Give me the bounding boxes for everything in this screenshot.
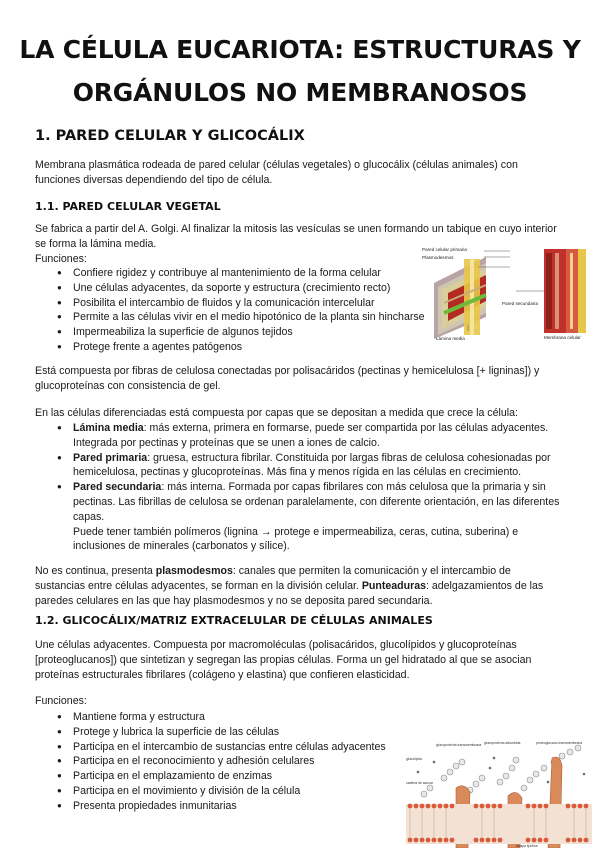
list-item: ● Participa en el emplazamiento de enzimas [35,769,415,784]
layer-term: Pared secundaria [73,481,162,494]
layer-text: : más externa, primera en formarse, puede ser compartida por las células adyacentes. Integrada por pectinas y proteínas que se unen a iones de calcio. [73,422,549,449]
layer-text: : gruesa, estructura fibrilar. Constituida por largas fibras de celulosa cohesionadas por hemicelulosa, pectinas y glucoproteínas. Más fina y menos rígida en las células en crecimiento. [73,451,551,479]
glycocalyx-functions-list [35,710,415,814]
figure-label: cadena de azúcar [406,781,433,785]
list-item: ● Protege frente a agentes patógenos [35,340,455,355]
list-item [35,421,563,451]
glycocalyx-figure [404,738,596,848]
figure-label: bicapa lipídica [516,844,538,848]
list-item: ● Mantiene forma y estructura [35,710,415,725]
figure-label: Plasmodesmos [422,255,454,260]
section-1-intro: Membrana plasmática rodeada de pared celular (células vegetales) o glucocálix (células animales) con funciones diversas dependiendo del tipo de célula. [35,159,518,186]
plant-wall-layers-intro: En las células diferenciadas está compuesta por capas que se depositan a medida que crece la célula: [35,407,518,419]
figure-label: glucolípido [406,757,423,761]
plant-wall-functions-list [35,266,455,355]
funciones-label-2: Funciones: [35,695,87,707]
page-title [0,28,600,114]
term-punteaduras: Punteaduras [361,579,426,592]
figure-label: proteoglucano transmembrana [536,741,583,745]
title-line-2: ORGÁNULOS NO MEMBRANOSOS [72,78,528,107]
plant-cell-wall-figure [420,243,592,343]
figure-label: Pared celular primaria [422,247,467,252]
section-1-heading: 1. PARED CELULAR Y GLICOCÁLIX [35,128,305,144]
list-item: ● Permite a las células vivir en el medio hipotónico de la planta sin hincharse [35,310,455,325]
list-item: ● Participa en el movimiento y división de la célula [35,784,415,799]
text-run: No es continua, presenta [35,565,156,577]
figure-label: Membrana celular [544,335,581,340]
list-item: ● Confiere rigidez y contribuye al mantenimiento de la forma celular [35,266,455,281]
plant-wall-layers-list [35,421,563,554]
section-1-1-intro: Se fabrica a partir del A. Golgi. Al finalizar la mitosis las vesículas se unen formando un tabique en cuyo interior se forma la lámina media. [35,223,557,250]
list-item: ● Protege y lubrica la superficie de las células [35,725,415,740]
text-run: : canales que permiten la comunicación y el intercambio de sustancias entre células adyacentes, se forman en la división celular. [35,565,511,592]
list-item: ● Une células adyacentes, da soporte y estructura (crecimiento recto) [35,281,455,296]
figure-label: glucoproteína adsorbida [484,741,521,745]
lipid-bilayer-illustration [406,804,592,844]
layer-text: : más interna. Formada por capas fibrilares con más celulosa que la primaria y sin pectinas. Las fibrillas de celulosa se ordenan paralelamente, con diferente orientación, en las diferentes capas. [73,481,560,523]
list-item [35,480,563,554]
secondary-wall-illustration [544,249,586,333]
list-item [35,451,563,481]
list-item: ● Presenta propiedades inmunitarias [35,799,415,814]
funciones-label-1: Funciones: [35,253,87,265]
list-item: ● Impermeabiliza la superficie de algunos tejidos [35,325,455,340]
layer-term: Lámina media [73,422,144,434]
section-1-2-heading: 1.2. GLICOCÁLIX/MATRIZ EXTRACELULAR DE CÉLULAS ANIMALES [35,614,433,627]
figure-label: glucoproteína transmembrana [436,743,482,747]
section-1-1-heading: 1.1. PARED CELULAR VEGETAL [35,200,221,213]
plasmodesmata-paragraph [35,564,563,608]
term-plasmodesmos: plasmodesmos [155,565,233,577]
figure-label: Pared secundaria [502,301,539,306]
list-item: ● Participa en el reconocimiento y adhesión celulares [35,754,415,769]
section-1-2-intro: Une células adyacentes. Compuesta por macromoléculas (polisacáridos, glucolípidos y glucoproteínas [proteoglucanos]) que sintetizan y segregan las propias células. Forma un gel hidratado al que se asocian proteínas estructurales fibrilares (colágeno y elastina) que confieren elasticidad. [35,639,532,681]
plant-wall-composition: Está compuesta por fibras de celulosa conectadas por polisacáridos (pectinas y hemicelulosa [+ ligninas]) y glucoproteínas con consistencia de gel. [35,365,540,392]
layer-term: Pared primaria [73,451,148,464]
text-run: : adelgazamientos de las paredes celulares en las que hay plasmodesmos y no se deposita pared secundaria. [35,579,544,607]
title-line-1: LA CÉLULA EUCARIOTA: ESTRUCTURAS Y [19,35,581,64]
layer-extra-text: Puede tener también polímeros (lignina → protege e impermeabiliza, ceras, cutina, suberina) e inclusiones de minerales (carbonatos y sílice). [73,525,519,553]
wall-block-illustration [434,257,486,339]
figure-label: Lámina media [436,336,465,341]
list-item: ● Participa en el intercambio de sustancias entre células adyacentes [35,740,415,755]
list-item: ● Posibilita el intercambio de fluidos y la comunicación intercelular [35,296,455,311]
